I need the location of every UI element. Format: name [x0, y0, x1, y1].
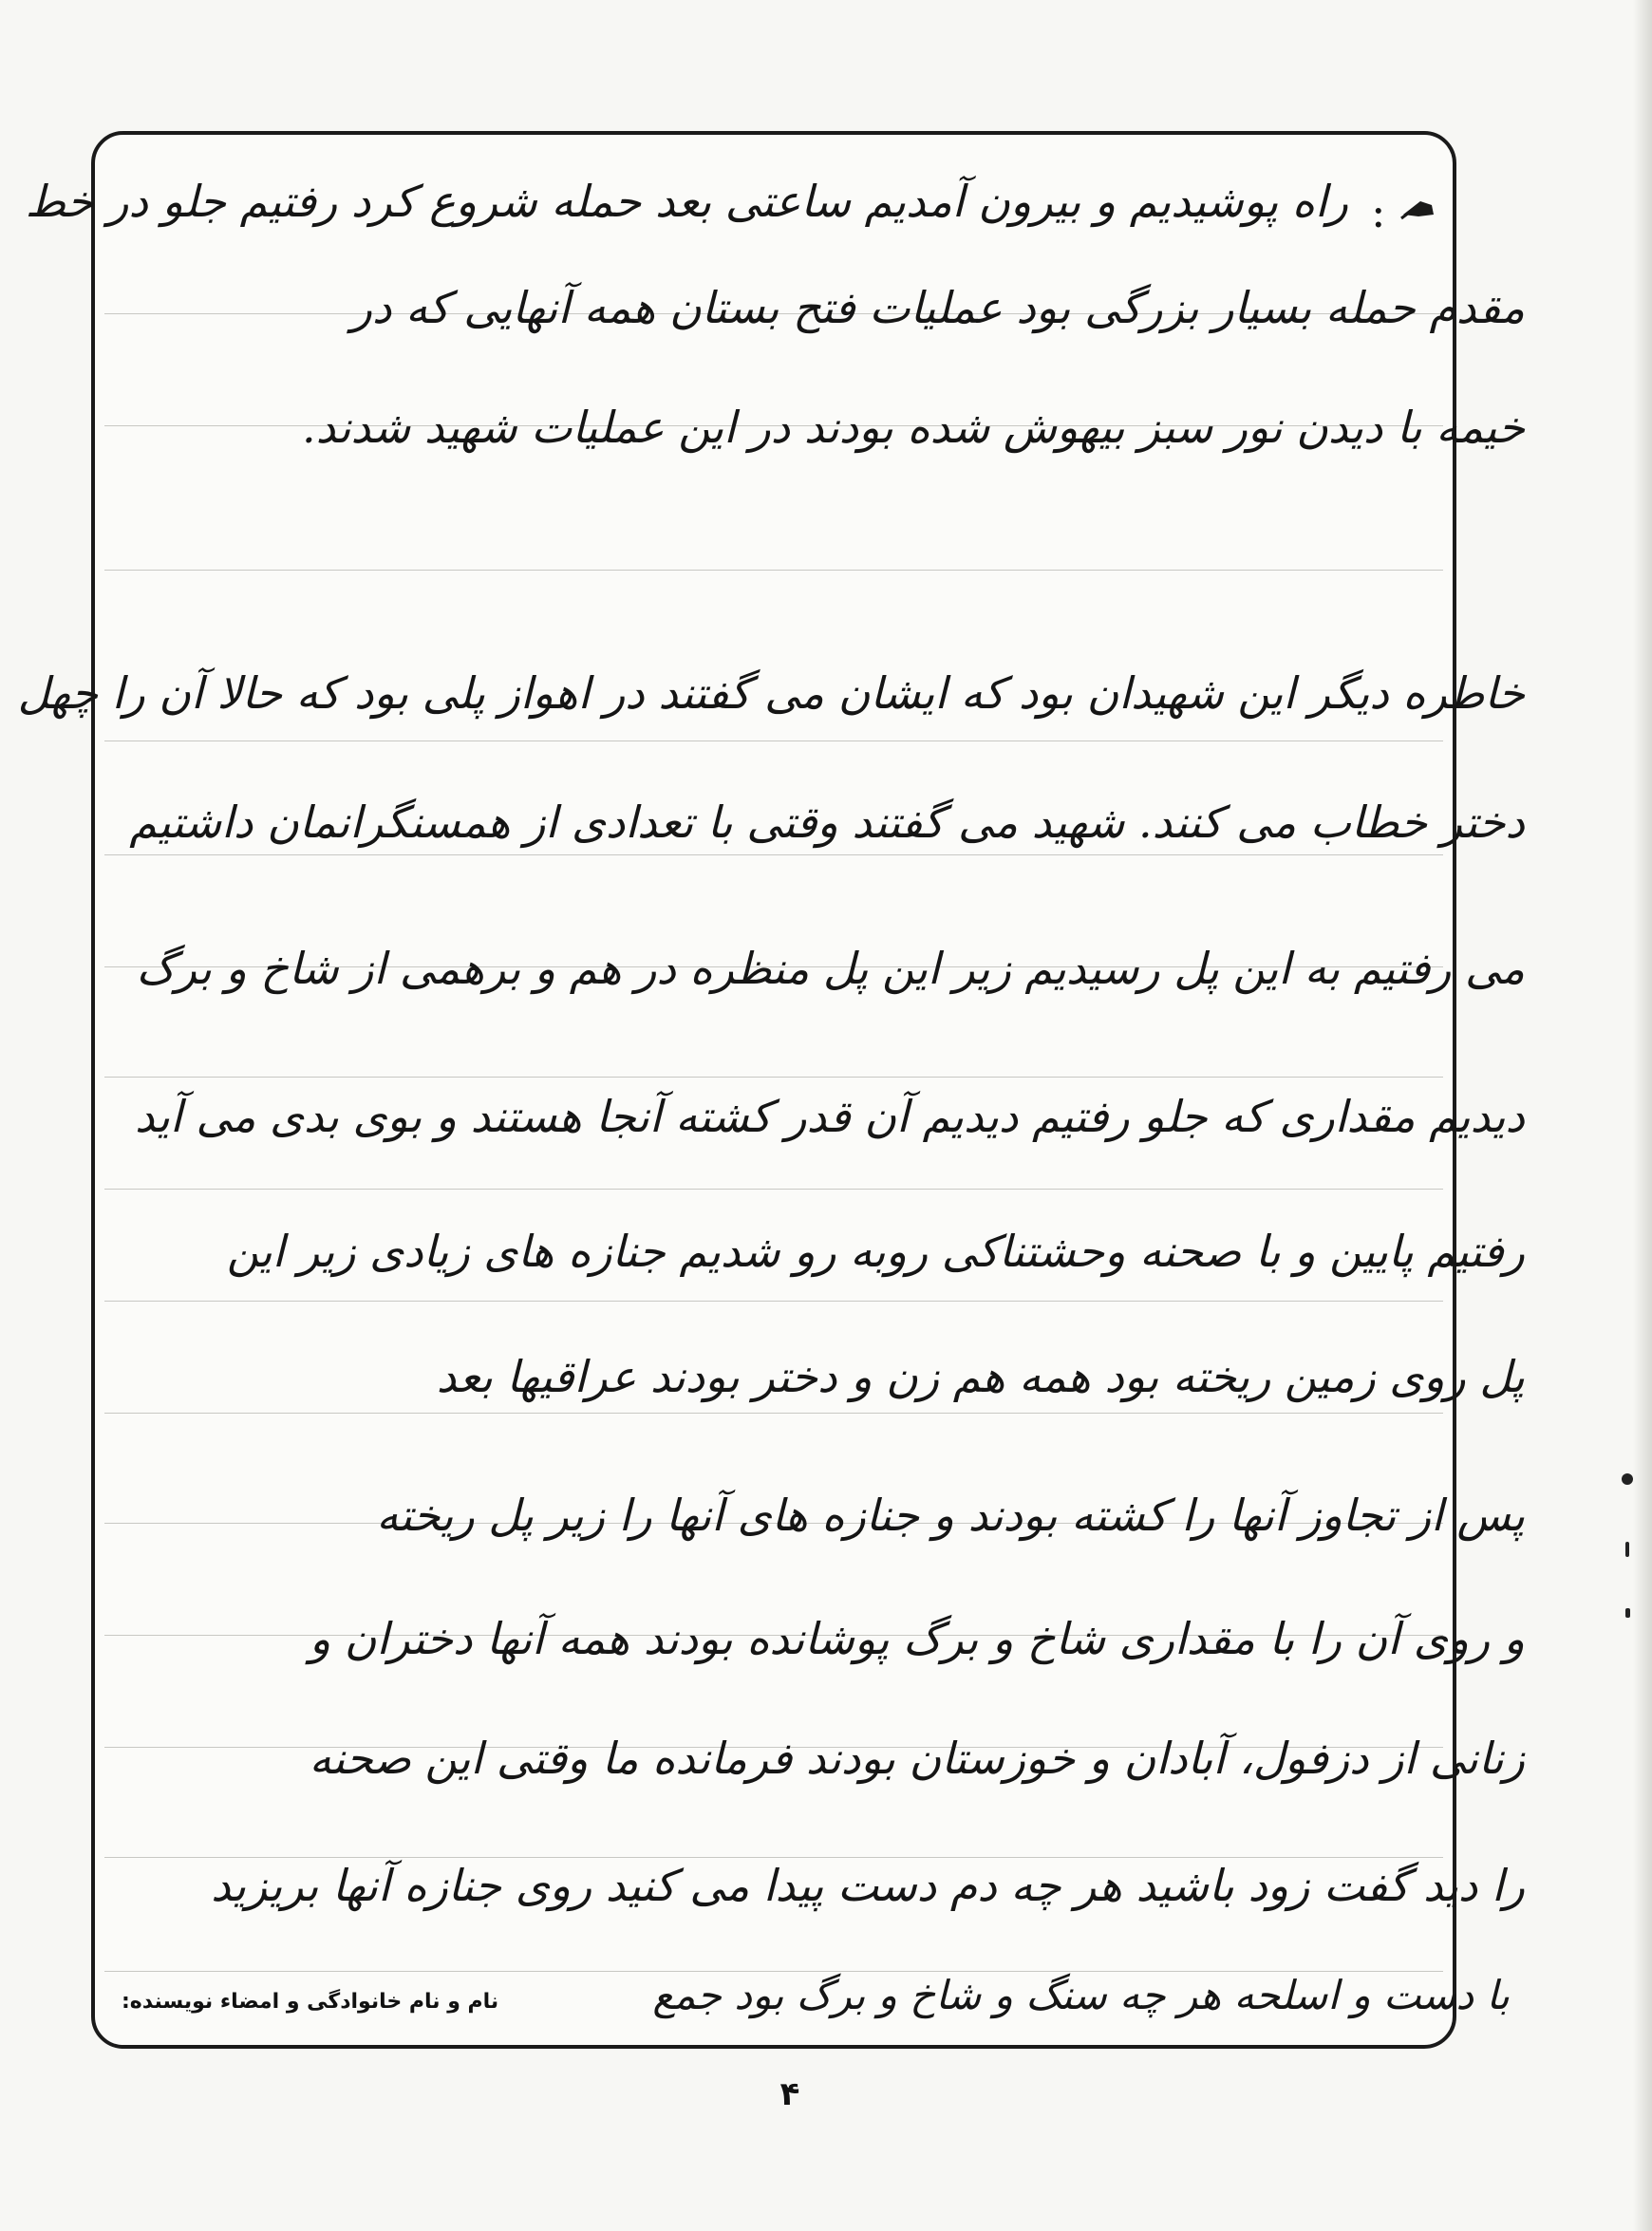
handwritten-line: خیمه با دیدن نور سبز بیهوش شده بودند در این عملیات شهید شدند.	[301, 402, 1525, 453]
handwritten-line: دختر خطاب می کنند. شهید می گفتند وقتی با تعدادی از همسنگرانمان داشتیم	[129, 797, 1525, 848]
handwritten-line: با دست و اسلحه هر چه سنگ و شاخ و برگ بود جمع	[652, 1972, 1510, 2018]
handwritten-line: زنانی از دزفول، آبادان و خوزستان بودند فرمانده ما وقتی این صحنه	[309, 1733, 1525, 1784]
margin-dash	[1625, 1608, 1630, 1618]
handwritten-line: مقدم حمله بسیار بزرگی بود عملیات فتح بستان همه آنهایی که در	[350, 282, 1525, 333]
handwritten-line: خاطره دیگر این شهیدان بود که ایشان می گفتند در اهواز پلی بود که حالا آن را چهل	[17, 667, 1525, 719]
ruled-line	[104, 1189, 1443, 1190]
handwritten-line: می رفتیم به این پل رسیدیم زیر این پل منظره در هم و برهمی از شاخ و برگ	[136, 943, 1525, 994]
ruled-line	[104, 570, 1443, 571]
ruled-line	[104, 1077, 1443, 1078]
colon-mark: :	[1371, 186, 1386, 237]
handwritten-line: دیدیم مقداری که جلو رفتیم دیدیم آن قدر کشته آنجا هستند و بوی بدی می آید	[135, 1091, 1525, 1142]
ruled-line	[104, 854, 1443, 855]
handwritten-line: پل روی زمین ریخته بود همه هم زن و دختر بودند عراقیها بعد	[436, 1351, 1525, 1402]
handwritten-line: و روی آن را با مقداری شاخ و برگ پوشانده بودند همه آنها دختران و	[309, 1613, 1525, 1664]
margin-dash	[1625, 1542, 1629, 1557]
page-number: ۴	[779, 2075, 800, 2113]
ruled-line	[104, 1301, 1443, 1302]
scan-edge	[1633, 0, 1652, 2231]
handwritten-line: را دید گفت زود باشید هر چه دم دست پیدا می کنید روی جنازه آنها بریزید	[211, 1860, 1525, 1911]
handwritten-line: راه پوشیدیم و بیرون آمدیم ساعتی بعد حمله شروع کرد رفتیم جلو در خط	[25, 176, 1348, 227]
ruled-line	[104, 1413, 1443, 1414]
pen-icon	[1399, 196, 1437, 220]
handwritten-line: پس از تجاوز آنها را کشته بودند و جنازه های آنها را زیر پل ریخته	[376, 1490, 1525, 1541]
margin-dot	[1622, 1473, 1633, 1485]
signature-label: نام و نام خانوادگی و امضاء نویسنده:	[122, 1990, 499, 2014]
handwritten-line: رفتیم پایین و با صحنه وحشتناکی روبه رو شدیم جنازه های زیادی زیر این	[226, 1226, 1525, 1277]
